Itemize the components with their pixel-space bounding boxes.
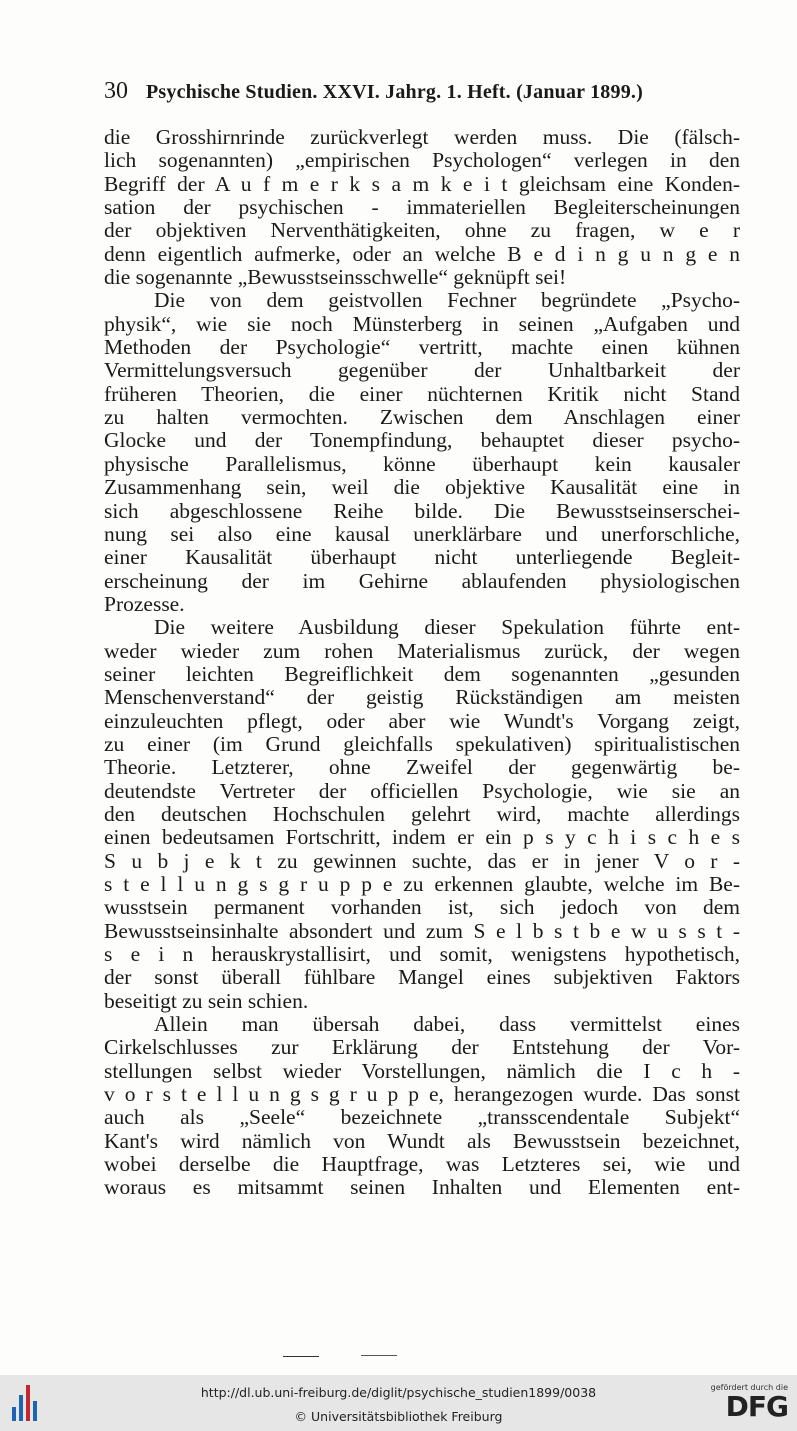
text-line: Bewusstseinsinhalte absondert und zum S e l b s t b e w u s s t - — [104, 918, 740, 943]
text-line: erscheinung der im Gehirne ablaufenden physiologischen — [104, 568, 740, 593]
text-line: den deutschen Hochschulen gelehrt wird, machte allerdings — [104, 801, 740, 826]
text-line: Glocke und der Tonempfindung, behauptet dieser psycho- — [104, 428, 740, 453]
text-line: Menschenverstand“ der geistig Rückständigen am meisten — [104, 685, 740, 710]
text-line: S u b j e k t zu gewinnen suchte, das er in jener V o r - — [104, 848, 740, 873]
text-line: lich sogenannten) „empirischen Psychologen“ verlegen in den — [104, 148, 740, 173]
copyright-notice: © Universitätsbibliothek Freiburg — [294, 1409, 503, 1424]
text-line: Prozesse. — [104, 591, 185, 616]
text-line: nung sei also eine kausal unerklärbare und unerforschliche, — [104, 521, 740, 546]
text-line: Begriff der A u f m e r k s a m k e i t gleichsam eine Konden- — [104, 171, 740, 196]
text-line: Cirkelschlusses zur Erklärung der Entstehung der Vor- — [104, 1035, 740, 1060]
text-line: physische Parallelismus, könne überhaupt kein kausaler — [104, 451, 740, 476]
text-line: auch als „Seele“ bezeichnete „transscendentale Subjekt“ — [104, 1105, 740, 1130]
page-number: 30 — [104, 78, 128, 104]
text-line: Zusammenhang sein, weil die objektive Kausalität eine in — [104, 475, 740, 500]
text-line: zu halten vermochten. Zwischen dem Anschlagen einer — [104, 405, 740, 430]
text-line: stellungen selbst wieder Vorstellungen, nämlich die I c h - — [104, 1058, 740, 1083]
text-line: seiner leichten Begreiflichkeit dem sogenannten „gesunden — [104, 661, 740, 686]
running-title: Psychische Studien. XXVI. Jahrg. 1. Heft. (Januar 1899.) — [146, 81, 643, 103]
text-line: einen bedeutsamen Fortschritt, indem er ein p s y c h i s c h e s — [104, 825, 740, 850]
text-line: einer Kausalität überhaupt nicht unterliegende Begleit- — [104, 545, 740, 570]
text-line: früheren Theorien, die einer nüchternen Kritik nicht Stand — [104, 381, 740, 406]
text-line: denn eigentlich aufmerke, oder an welche B e d i n g u n g e n — [104, 241, 740, 266]
dfg-logo-icon: DFG — [725, 1390, 788, 1423]
page-header — [104, 76, 740, 106]
text-line: Die weitere Ausbildung dieser Spekulation führte ent- — [154, 615, 740, 640]
text-line: deutendste Vertreter der officiellen Psychologie, wie sie an — [104, 778, 740, 803]
text-line: die sogenannte „Bewusstseinsschwelle“ geknüpft sei! — [104, 265, 567, 290]
printer-marks — [283, 1355, 398, 1359]
text-line: Methoden der Psychologie“ vertritt, machte einen kühnen — [104, 335, 740, 360]
text-line: woraus es mitsammt seinen Inhalten und Elementen ent- — [104, 1175, 740, 1200]
text-line: Die von dem geistvollen Fechner begründete „Psycho- — [154, 288, 740, 313]
text-line: wobei derselbe die Hauptfrage, was Letzteres sei, wie und — [104, 1152, 740, 1177]
text-line: s t e l l u n g s g r u p p e zu erkennen glaubte, welche im Be- — [104, 872, 740, 896]
text-line: sich abgeschlossene Reihe bilde. Die Bewusstseinserschei- — [104, 498, 740, 523]
text-line: Kant's wird nämlich von Wundt als Bewusstsein bezeichnet, — [104, 1128, 740, 1153]
text-line: einzuleuchten pflegt, oder aber wie Wundt's Vorgang zeigt, — [104, 708, 740, 733]
text-line: zu einer (im Grund gleichfalls spekulativen) spiritualistischen — [104, 731, 740, 756]
text-line: Theorie. Letzterer, ohne Zweifel der gegenwärtig be- — [104, 755, 740, 780]
text-line: weder wieder zum rohen Materialismus zurück, der wegen — [104, 638, 740, 663]
text-line: sation der psychischen - immateriellen Begleiterscheinungen — [104, 195, 740, 220]
text-line: Allein man übersah dabei, dass vermittelst eines — [154, 1012, 740, 1037]
source-url-link[interactable]: http://dl.ub.uni-freiburg.de/diglit/psychische_studien1899/0038 — [200, 1385, 597, 1400]
text-line: Vermittelungsversuch gegenüber der Unhaltbarkeit der — [104, 358, 740, 383]
text-line: physik“, wie sie noch Münsterberg in seinen „Aufgaben und — [104, 311, 740, 336]
body-text — [104, 126, 740, 1200]
text-line: v o r s t e l l u n g s g r u p p e, herangezogen wurde. Das sonst — [104, 1082, 740, 1107]
text-line: der sonst überall fühlbare Mangel eines subjektiven Faktors — [104, 965, 740, 990]
text-line: die Grosshirnrinde zurückverlegt werden muss. Die (fälsch- — [104, 125, 740, 149]
text-line: beseitigt zu sein schien. — [104, 988, 309, 1013]
viewer-footer — [0, 1375, 797, 1431]
text-line: der objektiven Nerventhätigkeiten, ohne zu fragen, w e r — [104, 218, 740, 243]
text-line: s e i n herauskrystallisirt, und somit, wenigstens hypothetisch, — [104, 942, 740, 967]
dfg-caption: gefördert durch die — [710, 1383, 788, 1392]
text-line: wusstsein permanent vorhanden ist, sich jedoch von dem — [104, 895, 740, 920]
